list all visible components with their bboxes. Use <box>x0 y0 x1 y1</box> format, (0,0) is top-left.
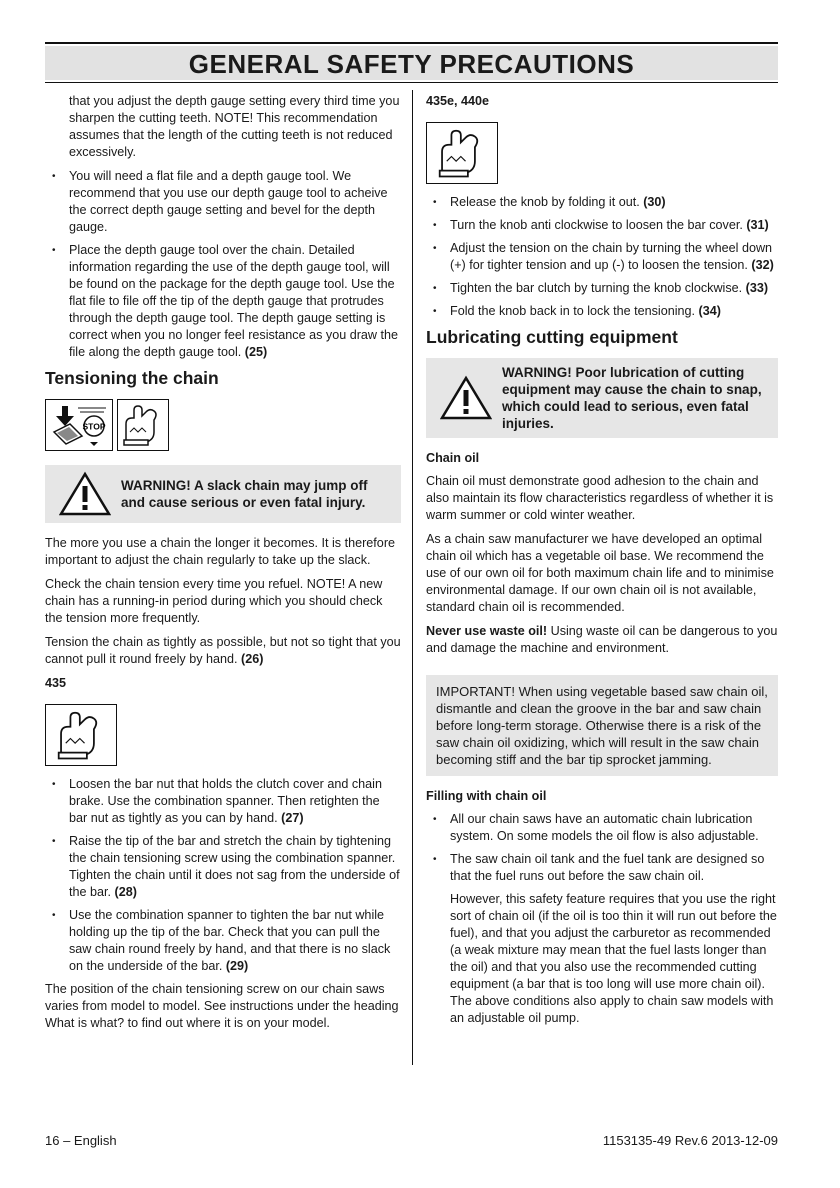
header-bottom-rule <box>45 82 778 83</box>
column-divider <box>412 90 413 1065</box>
list-item: • All our chain saws have an automatic chain lubrication system. On some models the oil flow is also adjustable. <box>426 811 778 845</box>
warning-text: WARNING! Poor lubrication of cutting equipment may cause the chain to snap, which could lead to serious, even fatal injuries. <box>502 365 762 431</box>
lubrication-warning <box>426 358 778 438</box>
page-title: GENERAL SAFETY PRECAUTIONS <box>45 46 778 80</box>
paragraph: The more you use a chain the longer it becomes. It is therefore important to adjust the chain regularly to take up the slack. <box>45 536 396 567</box>
tensioning-icons <box>45 399 401 451</box>
stop-label: STOP <box>82 421 106 432</box>
subheading-chain-oil: Chain oil <box>426 451 480 465</box>
protective-glove-icon <box>45 704 117 766</box>
engine-stop-icon <box>45 399 113 451</box>
warning-text: WARNING! A slack chain may jump off and cause serious or even fatal injury. <box>121 478 368 510</box>
list-item: • Raise the tip of the bar and stretch the chain by tightening the chain tensioning screw using the combination spanner. Tighten the chain until it does not sag from the underside of the bar. (28) <box>45 833 401 901</box>
list-item: • Release the knob by folding it out. (30) <box>426 194 778 211</box>
paragraph: The position of the chain tensioning screw on our chain saws varies from model to model. See instructions under the heading What is what? to find out where it is on your model. <box>45 982 399 1030</box>
paragraph: Never use waste oil! Using waste oil can be dangerous to you and damage the machine and environment. <box>426 624 778 655</box>
list-item: • Fold the knob back in to lock the tensioning. (34) <box>426 303 778 320</box>
slack-chain-warning <box>45 465 401 523</box>
subheading-filling-oil: Filling with chain oil <box>426 789 547 803</box>
page-number: 16 – English <box>45 1133 117 1148</box>
model-435e-icons <box>426 122 778 184</box>
right-column <box>426 93 778 1034</box>
list-item: • You will need a flat file and a depth gauge tool. We recommend that you use our depth gauge tool to acheive the correct depth gauge setting and bevel for the depth gauge. <box>45 168 401 236</box>
list-item: • Adjust the tension on the chain by turning the wheel down (+) for tighter tension and up (-) to loosen the tension. (32) <box>426 240 778 274</box>
important-notice: IMPORTANT! When using vegetable based saw chain oil, dismantle and clean the groove in the bar and saw chain before long-term storage. Otherwise there is a risk of the saw chain oil oxidizing, which will result in the saw chain becoming stiff and the bar tip sprocket jamming. <box>426 675 778 776</box>
list-item: • Place the depth gauge tool over the chain. Detailed information regarding the use of the depth gauge tool, will be found on the package for the depth gauge tool. Use the flat file to file off the tip of the depth gauge that protrudes through the depth gauge tool. The depth gauge setting is correct when you no longer feel resistance as you draw the file along the depth gauge tool. (25) <box>45 242 401 361</box>
warning-icon <box>55 471 115 517</box>
protective-glove-icon <box>117 399 169 451</box>
warning-icon <box>436 375 496 421</box>
model-label-435e-440e: 435e, 440e <box>426 94 490 108</box>
section-heading-lubricating: Lubricating cutting equipment <box>426 327 678 347</box>
model-435-icons <box>45 704 401 766</box>
section-heading-tensioning: Tensioning the chain <box>45 368 219 388</box>
tensioning-435e-list <box>426 194 778 320</box>
list-item: • The saw chain oil tank and the fuel tank are designed so that the fuel runs out before the saw chain oil. <box>426 851 778 885</box>
document-id: 1153135-49 Rev.6 2013-12-09 <box>602 1133 778 1148</box>
paragraph: Check the chain tension every time you refuel. NOTE! A new chain has a running-in period during which you should check the tension more frequently. <box>45 577 383 625</box>
paragraph: Tension the chain as tightly as possible, but not so tight that you cannot pull it round freely by hand. (26) <box>45 635 401 666</box>
filling-oil-continuation: However, this safety feature requires that you use the right sort of chain oil (if the oil is too thin it will run out before the fuel), and that you adjust the carburetor as recommended (a weak mixture may mean that the fuel lasts longer than the oil) and that you also use the recommended cutting equipment (a bar that is too long will use more chain oil). The above conditions also apply to chain saw models with an adjustable oil pump. <box>450 892 777 1025</box>
paragraph: As a chain saw manufacturer we have developed an optimal chain oil which has a vegetable oil base. We recommend the use of our own oil for both maximum chain life and to minimise environmental damage. If our own chain oil is not available, standard chain oil is recommended. <box>426 532 774 614</box>
protective-glove-icon <box>426 122 498 184</box>
model-label-435: 435 <box>45 676 67 690</box>
paragraph: Chain oil must demonstrate good adhesion to the chain and also maintain its flow characteristics regardless of whether it is warm summer or cold winter weather. <box>426 474 774 522</box>
list-item: • Tighten the bar clutch by turning the knob clockwise. (33) <box>426 280 778 297</box>
header-top-rule <box>45 42 778 44</box>
list-item: • Use the combination spanner to tighten the bar nut while holding up the tip of the bar. Check that you can pull the saw chain round freely by hand, and that there is no slack on the underside of the bar. (29) <box>45 907 401 975</box>
list-item: • Turn the knob anti clockwise to loosen the bar cover. (31) <box>426 217 778 234</box>
filling-oil-list <box>426 811 778 885</box>
list-item: • Loosen the bar nut that holds the clutch cover and chain brake. Use the combination spanner. Then retighten the bar nut as tightly as you can by hand. (27) <box>45 776 401 827</box>
left-column <box>45 93 401 1039</box>
tensioning-435-list <box>45 776 401 975</box>
depth-gauge-list <box>45 168 401 361</box>
intro-continuation: that you adjust the depth gauge setting every third time you sharpen the cutting teeth. NOTE! This recommendation assumes that the length of the cutting teeth is not reduced excessively. <box>69 94 400 159</box>
